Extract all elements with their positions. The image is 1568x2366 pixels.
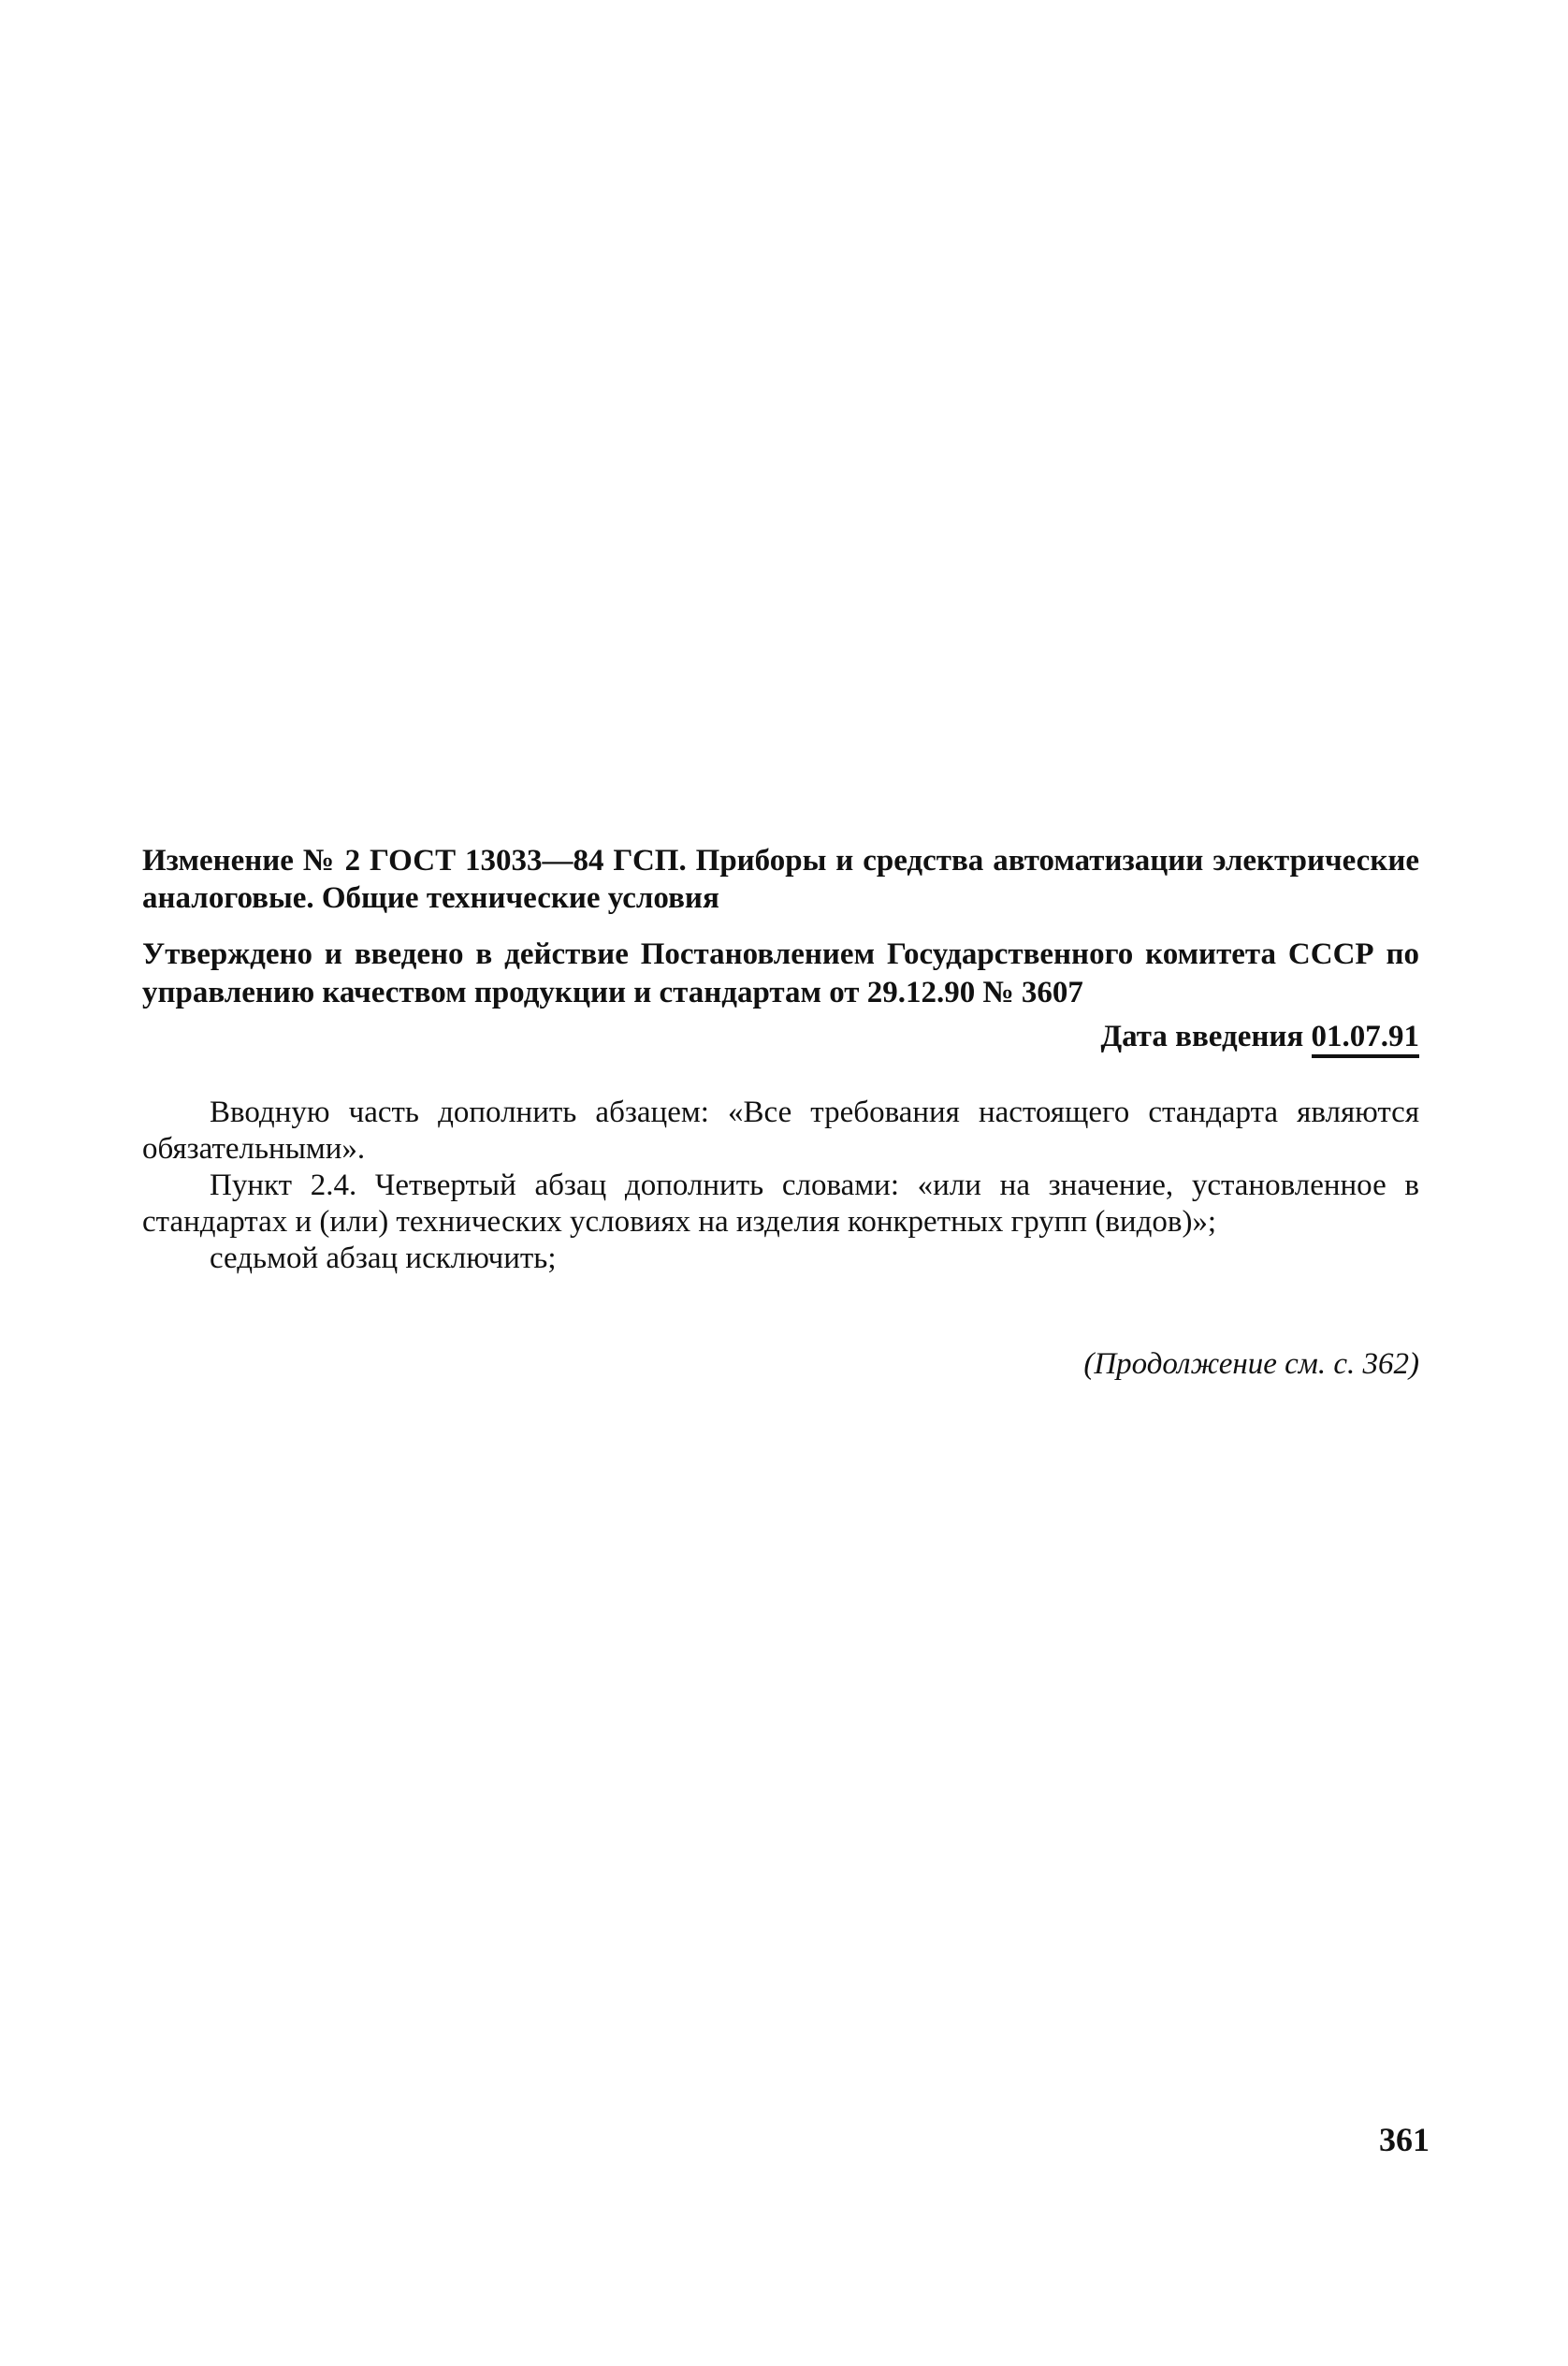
effective-date-line [142,1016,1419,1057]
effective-date-label: Дата введения [1100,1020,1312,1053]
approval-block [142,936,1419,1012]
paragraph-seventh-deleted: седьмой абзац исключить; [210,1241,557,1275]
change-heading: Изменение № 2 ГОСТ 13033—84 ГСП. Приборы и средства автоматизации электрические аналоговые. Общие технические условия [142,844,1419,915]
paragraph-clause-2-4: Пункт 2.4. Четвертый абзац дополнить словами: «или на значение, установленное в стандартах и (или) технических условиях на изделия конкретных групп (видов)»; [142,1168,1419,1239]
approval-statement: Утверждено и введено в действие Постановлением Государственного комитета СССР по управлению качеством продукции и стандартам от 29.12.90 № 3607 [142,937,1419,1009]
effective-date [142,1016,1419,1057]
page-number: 361 [1379,2121,1430,2158]
continuation-note: (Продолжение см. с. 362) [1083,1347,1419,1381]
paragraph-introduction: Вводную часть дополнить абзацем: «Все требования настоящего стандарта являются обязательными». [142,1096,1419,1166]
effective-date-value: 01.07.91 [1312,1020,1420,1058]
change-notice-header [142,842,1419,917]
continuation-note-block [142,1347,1419,1382]
body-text [142,1095,1419,1277]
